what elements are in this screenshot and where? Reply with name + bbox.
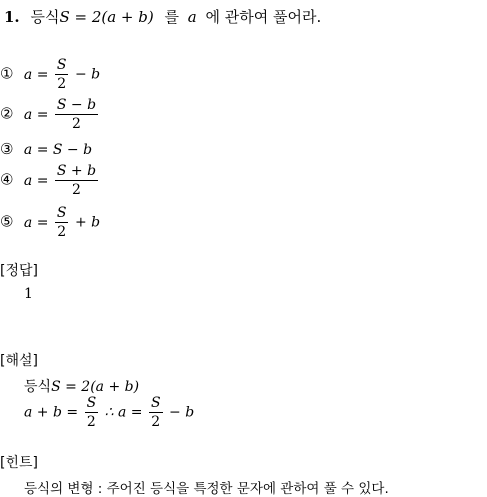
answer-label: [정답] — [0, 263, 38, 279]
explanation-line-2 — [24, 394, 194, 431]
fraction-numerator: S + b — [56, 163, 97, 179]
choice-4[interactable] — [0, 162, 100, 199]
question-mid: 를 — [164, 8, 179, 26]
choice-tail: − b — [74, 66, 101, 83]
fraction — [55, 162, 98, 199]
explanation-label: [해설] — [0, 353, 38, 369]
choice-3[interactable] — [0, 140, 92, 158]
choice-1[interactable] — [0, 56, 100, 93]
choice-mark: ④ — [0, 170, 14, 189]
fraction-denominator: 2 — [149, 412, 163, 431]
choice-tail: + b — [74, 214, 101, 231]
choice-2[interactable] — [0, 96, 100, 133]
fraction-numerator: S — [86, 395, 97, 411]
fraction-denominator: 2 — [55, 180, 98, 199]
choice-mark: ① — [0, 64, 14, 83]
question-equation: S = 2(a + b) — [59, 8, 154, 26]
explanation-prefix: 등식 — [24, 379, 52, 395]
question-line — [4, 6, 321, 27]
explanation-equation: S = 2(a + b) — [51, 379, 140, 395]
choice-mark: ② — [0, 104, 14, 123]
fraction-numerator: S — [150, 395, 161, 411]
fraction-denominator: 2 — [55, 222, 69, 241]
fraction-numerator: S − b — [56, 97, 97, 113]
question-suffix: 에 관하여 풀어라. — [205, 8, 322, 26]
explanation-therefore: ∴ a = — [104, 404, 143, 421]
choice-lhs: a = — [23, 66, 49, 83]
choice-mark: ⑤ — [0, 212, 14, 231]
choice-mark: ③ — [0, 140, 14, 158]
question-variable: a — [187, 8, 197, 26]
choice-lhs: a = — [23, 172, 49, 189]
fraction-denominator: 2 — [85, 412, 99, 431]
choice-5[interactable] — [0, 204, 100, 241]
fraction — [85, 394, 99, 431]
hint-label: [힌트] — [0, 455, 38, 471]
choice-lhs: a = — [23, 106, 49, 123]
fraction — [55, 56, 69, 93]
explanation-line-1 — [24, 376, 139, 396]
fraction — [149, 394, 163, 431]
explanation-tail: − b — [169, 404, 195, 421]
question-number: 1. — [4, 8, 20, 26]
choice-lhs: a = S − b — [23, 142, 93, 158]
choice-lhs: a = — [23, 214, 49, 231]
question-prefix: 등식 — [30, 8, 60, 26]
fraction — [55, 96, 98, 133]
fraction — [55, 204, 69, 241]
hint-text: 등식의 변형 : 주어진 등식을 특정한 문자에 관하여 풀 수 있다. — [24, 481, 389, 497]
fraction-denominator: 2 — [55, 114, 98, 133]
explanation-lhs: a + b = — [24, 404, 79, 421]
fraction-denominator: 2 — [55, 74, 69, 93]
fraction-numerator: S — [56, 57, 67, 73]
answer-value: 1 — [24, 286, 33, 302]
fraction-numerator: S — [56, 205, 67, 221]
